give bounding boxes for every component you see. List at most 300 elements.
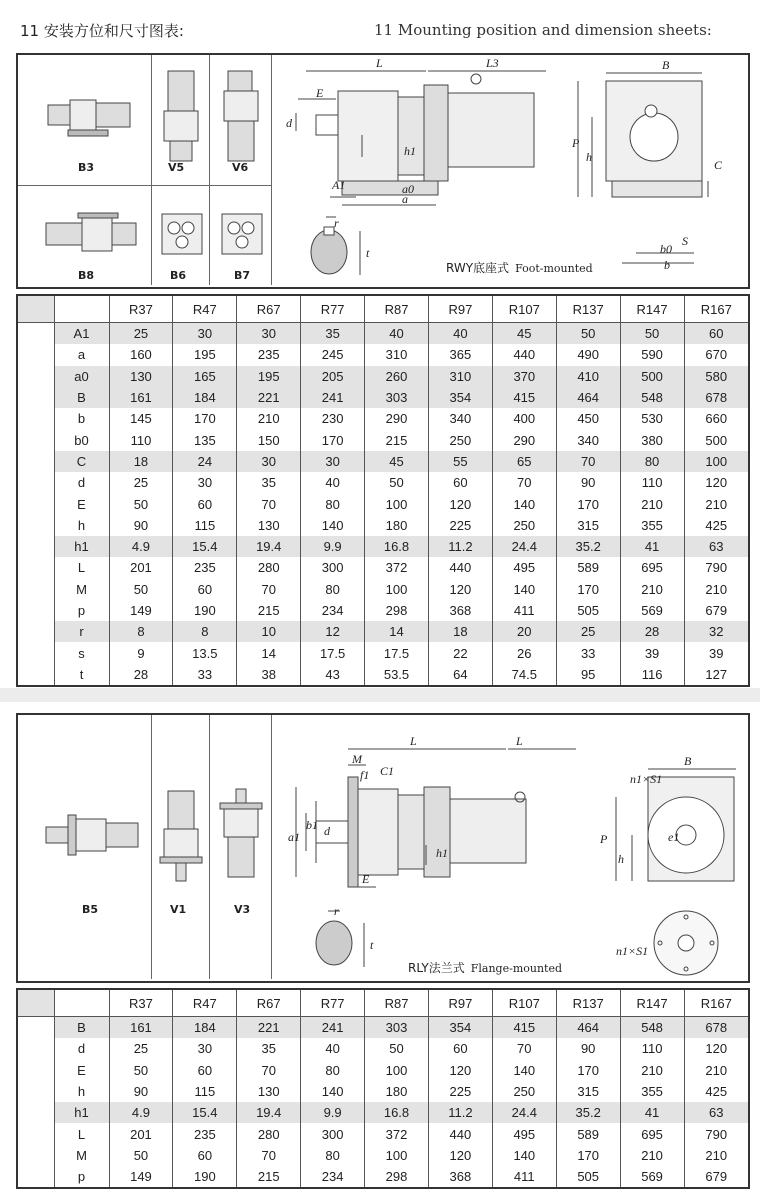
- value-cell: 95: [556, 664, 620, 685]
- table-row: [18, 1166, 748, 1187]
- value-cell: 74.5: [492, 664, 556, 685]
- value-cell: 215: [237, 600, 301, 621]
- value-cell: 33: [556, 642, 620, 663]
- value-cell: 440: [428, 1123, 492, 1144]
- value-cell: 241: [301, 1017, 365, 1039]
- row-key-cell: s: [54, 642, 109, 663]
- value-cell: 670: [684, 344, 748, 365]
- position-v1-sketch: [156, 787, 206, 887]
- value-cell: 425: [684, 515, 748, 536]
- value-cell: 70: [556, 451, 620, 472]
- value-cell: 55: [428, 451, 492, 472]
- row-spacer-cell: [18, 323, 54, 345]
- value-cell: 30: [301, 451, 365, 472]
- row-spacer-cell: [18, 600, 54, 621]
- table-row: [18, 642, 748, 663]
- value-cell: 180: [365, 515, 429, 536]
- row-key-cell: M: [54, 1145, 109, 1166]
- table1-col-r67: R67: [237, 296, 301, 323]
- value-cell: 569: [620, 600, 684, 621]
- value-cell: 130: [109, 366, 173, 387]
- value-cell: 8: [173, 621, 237, 642]
- row-spacer-cell: [18, 1166, 54, 1187]
- caption-en-foot: Foot-mounted: [515, 262, 593, 275]
- row-key-cell: d: [54, 1038, 109, 1059]
- value-cell: 65: [492, 451, 556, 472]
- value-cell: 315: [556, 1081, 620, 1102]
- table-row: [18, 387, 748, 408]
- value-cell: 25: [556, 621, 620, 642]
- dim-label-L: L: [376, 57, 383, 70]
- value-cell: 45: [365, 451, 429, 472]
- page-header: [0, 18, 760, 48]
- value-cell: 225: [428, 515, 492, 536]
- dim-label-A1: A1: [332, 178, 346, 192]
- value-cell: 425: [684, 1081, 748, 1102]
- dim-label-t2: t: [370, 938, 374, 952]
- value-cell: 14: [237, 642, 301, 663]
- row-spacer-cell: [18, 366, 54, 387]
- table-row: [18, 472, 748, 493]
- row-key-cell: L: [54, 557, 109, 578]
- value-cell: 60: [173, 579, 237, 600]
- value-cell: 12: [301, 621, 365, 642]
- value-cell: 145: [109, 408, 173, 429]
- value-cell: 790: [684, 557, 748, 578]
- dim-label-B: B: [662, 58, 670, 72]
- value-cell: 80: [301, 579, 365, 600]
- value-cell: 300: [301, 1123, 365, 1144]
- row-spacer-cell: [18, 1017, 54, 1039]
- value-cell: 50: [365, 1038, 429, 1059]
- row-key-cell: a: [54, 344, 109, 365]
- value-cell: 127: [684, 664, 748, 685]
- value-cell: 20: [492, 621, 556, 642]
- row-spacer-cell: [18, 515, 54, 536]
- value-cell: 170: [556, 1060, 620, 1081]
- table1-col-r77: R77: [301, 296, 365, 323]
- table-row: [18, 515, 748, 536]
- row-spacer-cell: [18, 344, 54, 365]
- row-spacer-cell: [18, 579, 54, 600]
- value-cell: 490: [556, 344, 620, 365]
- value-cell: 368: [428, 600, 492, 621]
- table2-col-r107: R107: [492, 990, 556, 1017]
- row-key-cell: E: [54, 493, 109, 514]
- table1-key-header: [54, 296, 109, 323]
- value-cell: 315: [556, 515, 620, 536]
- value-cell: 250: [428, 429, 492, 450]
- position-label-v6: V6: [232, 161, 249, 174]
- row-key-cell: b: [54, 408, 109, 429]
- value-cell: 140: [492, 1145, 556, 1166]
- value-cell: 380: [620, 429, 684, 450]
- value-cell: 210: [620, 579, 684, 600]
- dim-label-e1: e1: [668, 830, 680, 844]
- dim-label-M: M: [352, 752, 362, 766]
- value-cell: 115: [173, 515, 237, 536]
- value-cell: 45: [492, 323, 556, 345]
- table-row: [18, 323, 748, 345]
- value-cell: 250: [492, 1081, 556, 1102]
- value-cell: 165: [173, 366, 237, 387]
- row-key-cell: B: [54, 387, 109, 408]
- position-label-v1: V1: [170, 903, 187, 916]
- value-cell: 340: [556, 429, 620, 450]
- value-cell: 11.2: [428, 536, 492, 557]
- value-cell: 184: [173, 1017, 237, 1039]
- table-row: [18, 1123, 748, 1144]
- value-cell: 548: [620, 1017, 684, 1039]
- value-cell: 19.4: [237, 536, 301, 557]
- value-cell: 30: [237, 451, 301, 472]
- value-cell: 60: [684, 323, 748, 345]
- value-cell: 90: [556, 1038, 620, 1059]
- row-spacer-cell: [18, 451, 54, 472]
- value-cell: 60: [428, 1038, 492, 1059]
- value-cell: 120: [428, 579, 492, 600]
- position-label-b7: B7: [234, 269, 251, 282]
- table1-col-r167: R167: [684, 296, 748, 323]
- table1-col-r37: R37: [109, 296, 173, 323]
- value-cell: 225: [428, 1081, 492, 1102]
- value-cell: 35: [237, 472, 301, 493]
- value-cell: 280: [237, 557, 301, 578]
- value-cell: 43: [301, 664, 365, 685]
- value-cell: 410: [556, 366, 620, 387]
- row-spacer-cell: [18, 1123, 54, 1144]
- table2-col-r97: R97: [428, 990, 492, 1017]
- value-cell: 15.4: [173, 536, 237, 557]
- value-cell: 13.5: [173, 642, 237, 663]
- value-cell: 15.4: [173, 1102, 237, 1123]
- value-cell: 210: [620, 1145, 684, 1166]
- value-cell: 368: [428, 1166, 492, 1187]
- value-cell: 70: [237, 493, 301, 514]
- table2-col-r167: R167: [684, 990, 748, 1017]
- value-cell: 303: [365, 1017, 429, 1039]
- value-cell: 30: [237, 323, 301, 345]
- value-cell: 110: [109, 429, 173, 450]
- value-cell: 140: [492, 579, 556, 600]
- table2-corner-cell: [18, 990, 54, 1017]
- dim-label-L3: L3: [486, 57, 499, 70]
- table1-col-r47: R47: [173, 296, 237, 323]
- dim-label-d2: d: [324, 824, 330, 838]
- dim-label-C1: C1: [380, 764, 395, 778]
- value-cell: 35: [237, 1038, 301, 1059]
- value-cell: 210: [620, 493, 684, 514]
- value-cell: 120: [684, 472, 748, 493]
- table1-col-r137: R137: [556, 296, 620, 323]
- value-cell: 24: [173, 451, 237, 472]
- table-row: [18, 429, 748, 450]
- position-label-b6: B6: [170, 269, 187, 282]
- value-cell: 415: [492, 1017, 556, 1039]
- row-key-cell: h: [54, 1081, 109, 1102]
- value-cell: 24.4: [492, 1102, 556, 1123]
- value-cell: 18: [109, 451, 173, 472]
- value-cell: 80: [620, 451, 684, 472]
- row-spacer-cell: [18, 642, 54, 663]
- value-cell: 8: [109, 621, 173, 642]
- value-cell: 35.2: [556, 1102, 620, 1123]
- value-cell: 70: [492, 472, 556, 493]
- value-cell: 100: [365, 1060, 429, 1081]
- value-cell: 16.8: [365, 536, 429, 557]
- value-cell: 210: [684, 1145, 748, 1166]
- dim-label-n1xs1-2: n1×S1: [616, 944, 649, 958]
- value-cell: 40: [301, 1038, 365, 1059]
- value-cell: 39: [684, 642, 748, 663]
- row-key-cell: r: [54, 621, 109, 642]
- value-cell: 9: [109, 642, 173, 663]
- value-cell: 415: [492, 387, 556, 408]
- row-spacer-cell: [18, 408, 54, 429]
- value-cell: 161: [109, 1017, 173, 1039]
- value-cell: 195: [237, 366, 301, 387]
- dim-label-h1: h1: [404, 144, 416, 158]
- caption-zh-foot: RWY底座式: [446, 261, 510, 275]
- header-title-en: 11 Mounting position and dimension sheets:: [374, 21, 712, 39]
- value-cell: 215: [237, 1166, 301, 1187]
- value-cell: 135: [173, 429, 237, 450]
- value-cell: 149: [109, 600, 173, 621]
- table-row: [18, 451, 748, 472]
- row-key-cell: C: [54, 451, 109, 472]
- dim-label-a0: a0: [402, 182, 414, 196]
- value-cell: 210: [237, 408, 301, 429]
- value-cell: 17.5: [365, 642, 429, 663]
- row-spacer-cell: [18, 664, 54, 685]
- row-key-cell: d: [54, 472, 109, 493]
- value-cell: 464: [556, 387, 620, 408]
- row-key-cell: L: [54, 1123, 109, 1144]
- table2-col-r147: R147: [620, 990, 684, 1017]
- value-cell: 10: [237, 621, 301, 642]
- position-b7-sketch: [218, 210, 266, 260]
- value-cell: 280: [237, 1123, 301, 1144]
- dim-label-b0: b0: [660, 242, 672, 256]
- value-cell: 16.8: [365, 1102, 429, 1123]
- value-cell: 9.9: [301, 1102, 365, 1123]
- value-cell: 210: [620, 1060, 684, 1081]
- row-key-cell: h: [54, 515, 109, 536]
- value-cell: 201: [109, 557, 173, 578]
- dim-label-n1xs1: n1×S1: [630, 772, 663, 786]
- value-cell: 116: [620, 664, 684, 685]
- row-spacer-cell: [18, 1081, 54, 1102]
- row-spacer-cell: [18, 387, 54, 408]
- value-cell: 150: [237, 429, 301, 450]
- dim-label-d: d: [286, 116, 292, 130]
- dim-label-E: E: [316, 86, 324, 100]
- dim-label-f1: f1: [360, 768, 370, 782]
- position-label-v5: V5: [168, 161, 185, 174]
- table-row: [18, 621, 748, 642]
- value-cell: 298: [365, 1166, 429, 1187]
- value-cell: 201: [109, 1123, 173, 1144]
- value-cell: 589: [556, 557, 620, 578]
- position-b5-sketch: [40, 805, 144, 865]
- dim-label-t: t: [366, 246, 370, 260]
- value-cell: 70: [237, 1145, 301, 1166]
- table2-col-r67: R67: [237, 990, 301, 1017]
- value-cell: 190: [173, 1166, 237, 1187]
- table-row: [18, 1102, 748, 1123]
- value-cell: 678: [684, 387, 748, 408]
- value-cell: 30: [173, 1038, 237, 1059]
- value-cell: 115: [173, 1081, 237, 1102]
- value-cell: 100: [365, 1145, 429, 1166]
- table-row: [18, 344, 748, 365]
- dim-label-B2: B: [684, 754, 692, 768]
- value-cell: 161: [109, 387, 173, 408]
- row-spacer-cell: [18, 493, 54, 514]
- value-cell: 190: [173, 600, 237, 621]
- header-title-zh: 11 安装方位和尺寸图表:: [20, 22, 184, 40]
- value-cell: 678: [684, 1017, 748, 1039]
- value-cell: 354: [428, 387, 492, 408]
- value-cell: 205: [301, 366, 365, 387]
- value-cell: 50: [109, 1060, 173, 1081]
- table-row: [18, 600, 748, 621]
- value-cell: 695: [620, 557, 684, 578]
- value-cell: 365: [428, 344, 492, 365]
- value-cell: 440: [428, 557, 492, 578]
- dim-label-P: P: [572, 136, 580, 150]
- value-cell: 500: [620, 366, 684, 387]
- value-cell: 130: [237, 1081, 301, 1102]
- value-cell: 4.9: [109, 1102, 173, 1123]
- value-cell: 60: [428, 472, 492, 493]
- row-key-cell: p: [54, 600, 109, 621]
- value-cell: 11.2: [428, 1102, 492, 1123]
- foot-mounted-drawing-panel: [16, 53, 750, 289]
- caption-en-flange: Flange-mounted: [470, 962, 563, 975]
- value-cell: 26: [492, 642, 556, 663]
- section-divider: [0, 688, 760, 702]
- value-cell: 160: [109, 344, 173, 365]
- value-cell: 80: [301, 1145, 365, 1166]
- dim-label-a1: a1: [288, 830, 300, 844]
- value-cell: 340: [428, 408, 492, 429]
- value-cell: 90: [109, 515, 173, 536]
- position-v3-sketch: [214, 787, 268, 887]
- value-cell: 548: [620, 387, 684, 408]
- row-spacer-cell: [18, 557, 54, 578]
- value-cell: 70: [237, 1060, 301, 1081]
- value-cell: 300: [301, 557, 365, 578]
- caption-zh-flange: RLY法兰式: [408, 961, 465, 975]
- value-cell: 63: [684, 1102, 748, 1123]
- flange-mounted-dimension-drawing: [276, 717, 746, 979]
- value-cell: 64: [428, 664, 492, 685]
- value-cell: 411: [492, 600, 556, 621]
- value-cell: 40: [428, 323, 492, 345]
- table1-body: [18, 323, 748, 686]
- table1-header-row: [18, 296, 748, 323]
- value-cell: 60: [173, 1145, 237, 1166]
- value-cell: 18: [428, 621, 492, 642]
- dim-label-h1-2: h1: [436, 846, 448, 860]
- value-cell: 90: [109, 1081, 173, 1102]
- value-cell: 170: [301, 429, 365, 450]
- value-cell: 234: [301, 1166, 365, 1187]
- value-cell: 14: [365, 621, 429, 642]
- dim-label-b: b: [664, 258, 670, 272]
- value-cell: 130: [237, 515, 301, 536]
- dim-label-r: r: [334, 216, 339, 230]
- row-key-cell: h1: [54, 536, 109, 557]
- table-row: [18, 579, 748, 600]
- row-spacer-cell: [18, 429, 54, 450]
- value-cell: 32: [684, 621, 748, 642]
- row-key-cell: a0: [54, 366, 109, 387]
- value-cell: 221: [237, 387, 301, 408]
- value-cell: 221: [237, 1017, 301, 1039]
- table1-col-r87: R87: [365, 296, 429, 323]
- value-cell: 110: [620, 1038, 684, 1059]
- table1-corner-cell: [18, 296, 54, 323]
- value-cell: 120: [428, 493, 492, 514]
- table2-key-header: [54, 990, 109, 1017]
- value-cell: 35.2: [556, 536, 620, 557]
- value-cell: 370: [492, 366, 556, 387]
- dim-label-S: S: [682, 234, 688, 248]
- value-cell: 505: [556, 600, 620, 621]
- value-cell: 569: [620, 1166, 684, 1187]
- value-cell: 290: [492, 429, 556, 450]
- value-cell: 464: [556, 1017, 620, 1039]
- value-cell: 354: [428, 1017, 492, 1039]
- foot-mounted-dimension-table: [16, 294, 750, 687]
- value-cell: 140: [492, 1060, 556, 1081]
- value-cell: 110: [620, 472, 684, 493]
- value-cell: 210: [684, 579, 748, 600]
- table1-col-r107: R107: [492, 296, 556, 323]
- row-spacer-cell: [18, 1060, 54, 1081]
- row-key-cell: t: [54, 664, 109, 685]
- value-cell: 790: [684, 1123, 748, 1144]
- value-cell: 679: [684, 1166, 748, 1187]
- value-cell: 120: [428, 1145, 492, 1166]
- flange-mounted-dimension-table: [16, 988, 750, 1189]
- position-label-b3: B3: [78, 161, 95, 174]
- dim-label-E2: E: [362, 872, 370, 886]
- value-cell: 22: [428, 642, 492, 663]
- value-cell: 241: [301, 387, 365, 408]
- value-cell: 500: [684, 429, 748, 450]
- value-cell: 38: [237, 664, 301, 685]
- value-cell: 25: [109, 323, 173, 345]
- table-row: [18, 1038, 748, 1059]
- value-cell: 245: [301, 344, 365, 365]
- value-cell: 25: [109, 472, 173, 493]
- value-cell: 355: [620, 1081, 684, 1102]
- value-cell: 24.4: [492, 536, 556, 557]
- value-cell: 30: [173, 472, 237, 493]
- row-spacer-cell: [18, 1038, 54, 1059]
- table-row: [18, 1145, 748, 1166]
- value-cell: 50: [109, 493, 173, 514]
- value-cell: 50: [620, 323, 684, 345]
- value-cell: 60: [173, 1060, 237, 1081]
- table-row: [18, 493, 748, 514]
- value-cell: 120: [684, 1038, 748, 1059]
- dim-label-h2: h: [618, 852, 624, 866]
- value-cell: 41: [620, 1102, 684, 1123]
